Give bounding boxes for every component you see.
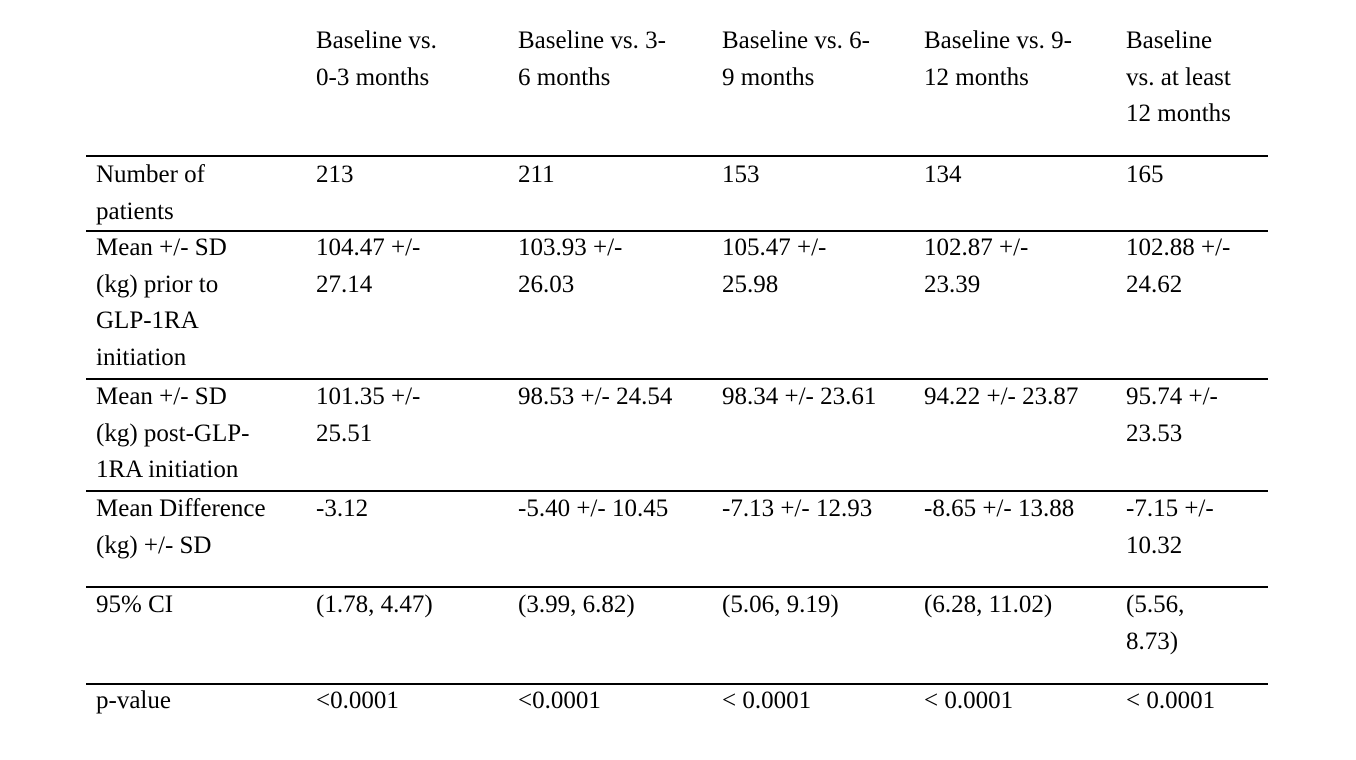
divider-header — [86, 155, 1268, 157]
table-cell: 94.22 +/- 23.87 — [924, 383, 1079, 410]
row-label: Mean +/- SD (kg) post-GLP- 1RA initiation — [96, 383, 250, 483]
table-cell: -7.13 +/- 12.93 — [722, 495, 873, 522]
table-cell: 103.93 +/- 26.03 — [518, 234, 623, 298]
table-cell: 101.35 +/- 25.51 — [316, 383, 421, 447]
header-baseline-6-9: Baseline vs. 6- 9 months — [722, 27, 870, 91]
row-label: Number of patients — [96, 161, 205, 225]
header-baseline-12-plus: Baseline vs. at least 12 months — [1126, 27, 1231, 127]
row-label: 95% CI — [96, 591, 174, 618]
table-cell: -5.40 +/- 10.45 — [518, 495, 669, 522]
table-cell: <0.0001 — [518, 687, 601, 714]
table-cell: -3.12 — [316, 495, 369, 522]
table-cell: < 0.0001 — [722, 687, 812, 714]
table-cell: 98.53 +/- 24.54 — [518, 383, 673, 410]
table-cell: < 0.0001 — [924, 687, 1014, 714]
header-baseline-3-6: Baseline vs. 3- 6 months — [518, 27, 666, 91]
table-cell: 104.47 +/- 27.14 — [316, 234, 421, 298]
divider-row-4 — [86, 586, 1268, 588]
table-cell: (6.28, 11.02) — [924, 591, 1053, 618]
table-cell: 102.88 +/- 24.62 — [1126, 234, 1231, 298]
row-label: Mean +/- SD (kg) prior to GLP-1RA initiation — [96, 234, 227, 371]
table-cell: (1.78, 4.47) — [316, 591, 433, 618]
table-cell: 211 — [518, 161, 555, 188]
table-cell: < 0.0001 — [1126, 687, 1216, 714]
table-cell: 98.34 +/- 23.61 — [722, 383, 877, 410]
table-cell: -7.15 +/- 10.32 — [1126, 495, 1214, 559]
table-cell: 134 — [924, 161, 962, 188]
table-cell: 213 — [316, 161, 354, 188]
table-cell: 165 — [1126, 161, 1164, 188]
table-cell: 105.47 +/- 25.98 — [722, 234, 827, 298]
table-cell: 95.74 +/- 23.53 — [1126, 383, 1218, 447]
table-cell: (5.56, 8.73) — [1126, 591, 1185, 655]
divider-row-5 — [86, 683, 1268, 685]
table-cell: <0.0001 — [316, 687, 399, 714]
row-label: p-value — [96, 687, 171, 714]
row-label: Mean Difference (kg) +/- SD — [96, 495, 266, 559]
table-cell: -8.65 +/- 13.88 — [924, 495, 1075, 522]
header-baseline-0-3: Baseline vs. 0-3 months — [316, 27, 437, 91]
divider-row-1 — [86, 230, 1268, 232]
table-cell: (5.06, 9.19) — [722, 591, 839, 618]
header-baseline-9-12: Baseline vs. 9- 12 months — [924, 27, 1072, 91]
divider-row-2 — [86, 378, 1268, 380]
table-cell: (3.99, 6.82) — [518, 591, 635, 618]
table-cell: 102.87 +/- 23.39 — [924, 234, 1029, 298]
table-cell: 153 — [722, 161, 760, 188]
